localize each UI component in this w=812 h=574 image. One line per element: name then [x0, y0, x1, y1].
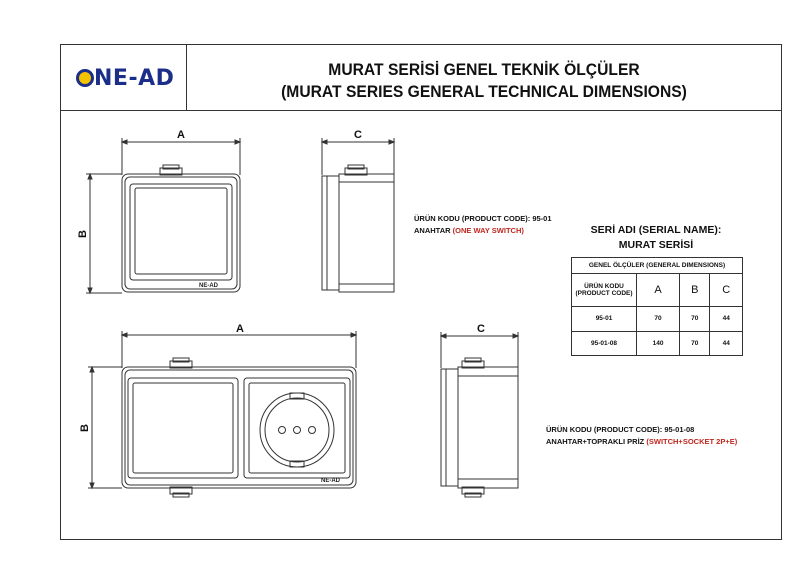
- product1-name: [414, 226, 524, 235]
- row1-code: 95-01: [572, 307, 637, 332]
- product1-name-en: (ONE WAY SWITCH): [452, 226, 524, 235]
- dim-c-label-2: C: [477, 323, 485, 335]
- device-brand-mark-2: NE-AD: [321, 478, 340, 484]
- serial-name-value: MURAT SERİSİ: [618, 239, 694, 251]
- row2-code: 95-01-08: [572, 331, 637, 356]
- table-code-header: ÜRÜN KODU (PRODUCT CODE): [572, 274, 637, 307]
- dimensions-table: [571, 257, 743, 356]
- switch-socket-side-view: [441, 332, 518, 497]
- row2-c: 44: [710, 331, 743, 356]
- table-col-b: B: [680, 274, 710, 307]
- table-row: [572, 331, 743, 356]
- dim-b-label-2: B: [79, 424, 91, 432]
- product2-name-tr: ANAHTAR+TOPRAKLI PRİZ: [546, 437, 647, 446]
- title-english: (MURAT SERIES GENERAL TECHNICAL DIMENSIONS): [281, 82, 687, 101]
- table-row: [572, 307, 743, 332]
- product2-code: ÜRÜN KODU (PRODUCT CODE): 95-01-08: [546, 425, 695, 434]
- dim-b-label-1: B: [77, 230, 89, 238]
- product2-name-en: (SWITCH+SOCKET 2P+E): [646, 437, 738, 446]
- row1-c: 44: [710, 307, 743, 332]
- product1-code: ÜRÜN KODU (PRODUCT CODE): 95-01: [414, 214, 552, 223]
- table-col-a: A: [637, 274, 680, 307]
- product2-name: [546, 437, 737, 446]
- switch-front-view: [86, 138, 240, 293]
- table-heading: GENEL ÖLÇÜLER (GENERAL DIMENSIONS): [572, 258, 743, 274]
- serial-name-label: SERİ ADI (SERIAL NAME):: [590, 224, 722, 236]
- switch-side-view: [322, 138, 394, 292]
- switch-socket-front-view: [88, 331, 356, 497]
- dim-a-label-2: A: [236, 323, 244, 335]
- title-turkish: MURAT SERİSİ GENEL TEKNİK ÖLÇÜLER: [328, 60, 640, 79]
- logo-text: NE-AD: [94, 66, 175, 91]
- row1-a: 70: [637, 307, 680, 332]
- dim-c-label-1: C: [354, 129, 362, 141]
- row2-a: 140: [637, 331, 680, 356]
- dim-a-label-1: A: [177, 129, 185, 141]
- product1-name-tr: ANAHTAR: [414, 226, 453, 235]
- table-col-c: C: [710, 274, 743, 307]
- row2-b: 70: [680, 331, 710, 356]
- device-brand-mark-1: NE-AD: [199, 283, 218, 289]
- row1-b: 70: [680, 307, 710, 332]
